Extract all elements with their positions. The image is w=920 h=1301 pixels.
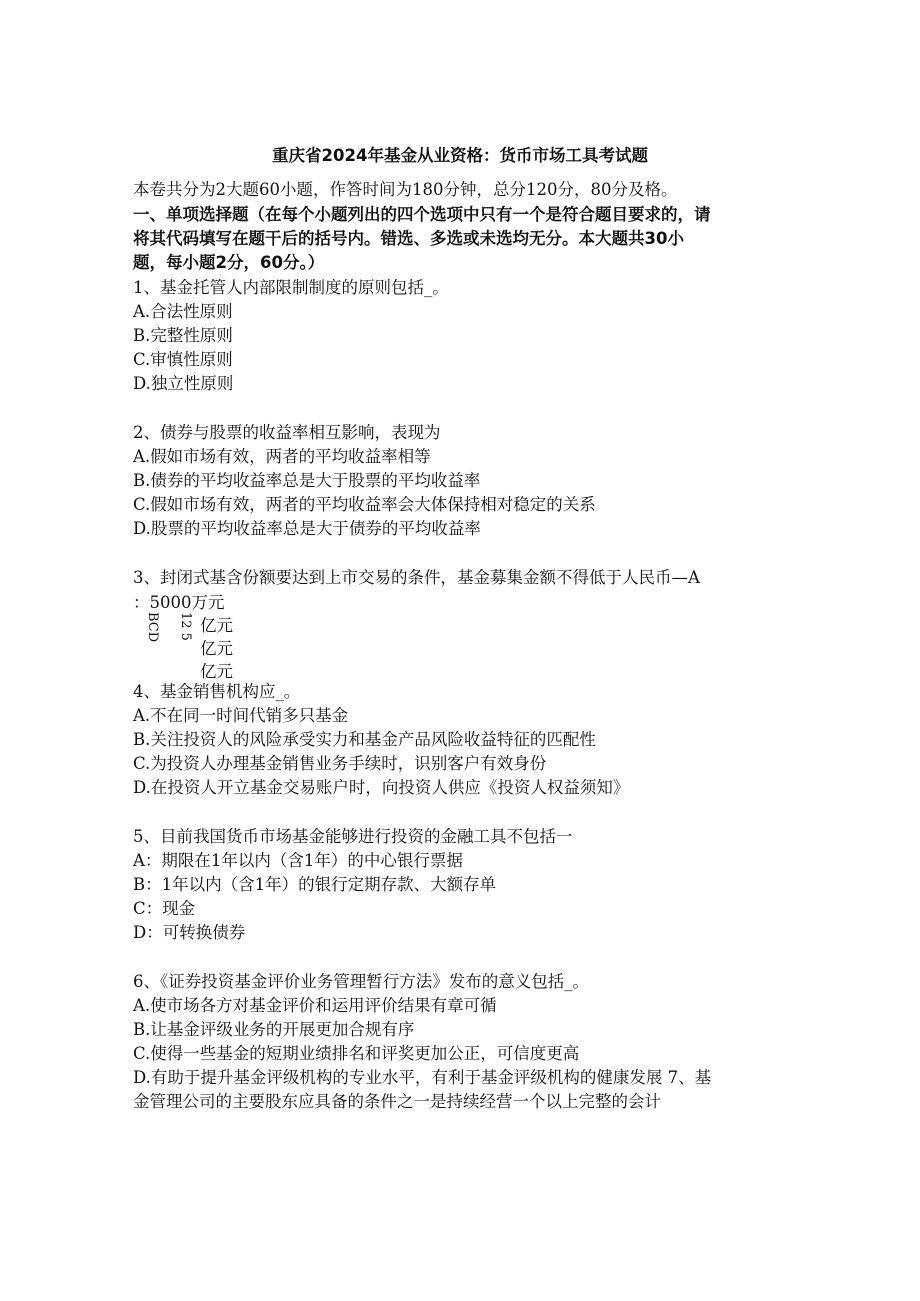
question-2-option-d: D.股票的平均收益率总是大于债券的平均收益率 (133, 519, 481, 538)
question-4-stem: 4、基金销售机构应_。 (133, 682, 301, 701)
question-4-option-c: C.为投资人办理基金销售业务手续时，识别客户有效身份 (133, 754, 547, 773)
question-3-option-b: 亿元 (200, 616, 233, 635)
question-5-option-d: D：可转换债券 (133, 923, 246, 942)
question-2-stem: 2、债券与股票的收益率相互影响，表现为 (133, 423, 441, 442)
question-1-option-d: D.独立性原则 (133, 374, 234, 393)
page-title: 重庆省2024年基金从业资格：货币市场工具考试题 (272, 146, 648, 165)
question-6-option-b: B.让基金评级业务的开展更加合规有序 (133, 1020, 415, 1039)
question-5-option-c: C：现金 (133, 899, 196, 918)
question-3-option-a: ：5000万元 (133, 593, 225, 612)
section-heading-line-1: 一、单项选择题（在每个小题列出的四个选项中只有一个是符合题目要求的，请 (133, 205, 711, 224)
question-3-stem: 3、封闭式基含份额要达到上市交易的条件，基金募集金额不得低于人民币—A (133, 568, 700, 587)
question-4-option-a: A.不在同一时间代销多只基金 (133, 706, 349, 725)
question-1-stem: 1、基金托管人内部限制制度的原则包括_。 (133, 278, 449, 297)
question-3-option-d: 亿元 (200, 662, 233, 681)
question-6-stem: 6、《证券投资基金评价业务管理暂行方法》发布的意义包括_。 (133, 972, 589, 991)
section-heading-line-2: 将其代码填写在题干后的括号内。错选、多选或未选均无分。本大题共30小 (133, 229, 684, 248)
exam-intro: 本卷共分为2大题60小题，作答时间为180分钟，总分120分，80分及格。 (133, 180, 678, 199)
question-6-option-d: D.有助于提升基金评级机构的专业水平，有利于基金评级机构的健康发展 7、基 (133, 1068, 712, 1087)
question-5-option-b: B：1年以内（含1年）的银行定期存款、大额存单 (133, 875, 497, 894)
question-6-option-a: A.使市场各方对基金评价和运用评价结果有章可循 (133, 996, 497, 1015)
question-3-rotated-letters: BCD (145, 612, 160, 643)
question-5-stem: 5、目前我国货币市场基金能够进行投资的金融工具不包括一 (133, 827, 573, 846)
question-1-option-b: B.完整性原则 (133, 326, 233, 345)
question-1-option-a: A.合法性原则 (133, 302, 233, 321)
question-7-continuation: 金管理公司的主要股东应具备的条件之一是持续经营一个以上完整的会计 (133, 1092, 661, 1111)
section-heading-line-3: 题，每小题2分，60分。） (133, 253, 325, 272)
question-3-option-c: 亿元 (200, 639, 233, 658)
question-2-option-c: C.假如市场有效，两者的平均收益率会大体保持相对稳定的关系 (133, 495, 596, 514)
question-1-option-c: C.审慎性原则 (133, 350, 233, 369)
question-5-option-a: A：期限在1年以内（含1年）的中心银行票据 (133, 851, 463, 870)
question-4-option-d: D.在投资人开立基金交易账户时，向投资人供应《投资人权益须知》 (133, 778, 630, 797)
question-2-option-a: A.假如市场有效，两者的平均收益率相等 (133, 447, 431, 466)
question-2-option-b: B.债券的平均收益率总是大于股票的平均收益率 (133, 471, 481, 490)
question-6-option-c: C.使得一些基金的短期业绩排名和评奖更加公正，可信度更高 (133, 1044, 580, 1063)
question-4-option-b: B.关注投资人的风险承受实力和基金产品风险收益特征的匹配性 (133, 730, 596, 749)
question-3-rotated-numbers: 12 5 (178, 612, 193, 641)
